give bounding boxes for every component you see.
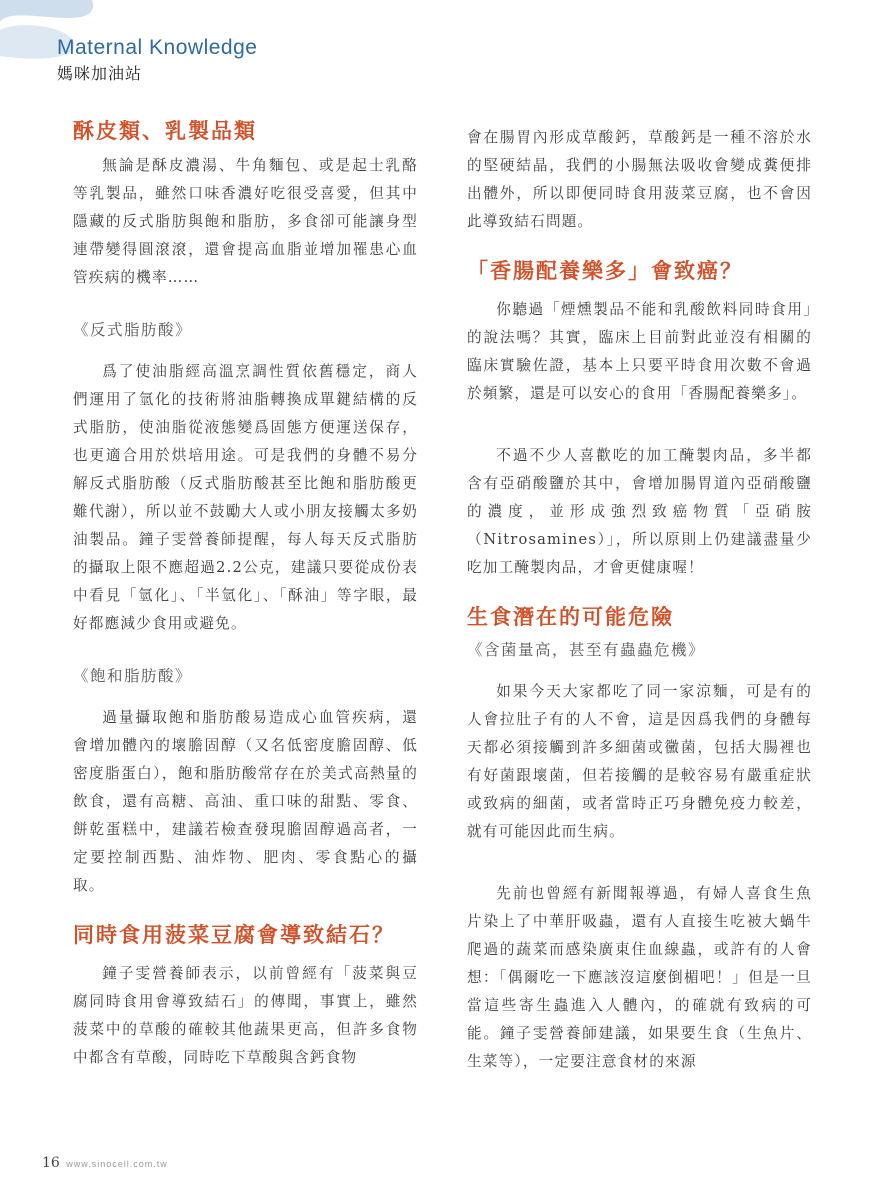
paragraph: 鐘子雯營養師表示，以前曾經有「菠菜與豆腐同時食用會導致結石」的傳聞，事實上，雖然菠菜中的草酸的確較其他蔬果更高，但許多食物中都含有草酸，同時吃下草酸與含鈣食物 — [73, 965, 418, 1066]
section-heading-pastry-dairy: 酥皮類、乳製品類 — [73, 119, 257, 143]
paragraph: 會在腸胃內形成草酸鈣，草酸鈣是一種不溶於水的堅硬結晶，我們的小腸無法吸收會變成糞便排出體外，所以即便同時食用菠菜豆腐，也不會因此導致結石問題。 — [467, 129, 812, 230]
left-column — [73, 114, 418, 1072]
section-heading-spinach-tofu: 同時食用菠菜豆腐會導致結石？ — [73, 923, 395, 947]
page-number: 16 — [42, 1155, 60, 1171]
header-title-en: Maternal Knowledge — [57, 36, 258, 59]
section-heading-raw-food: 生食潛在的可能危險 — [467, 605, 674, 629]
paragraph: 如果今天大家都吃了同一家涼麵，可是有的人會拉肚子有的人不會，這是因爲我們的身體每天都必須接觸到許多細菌或黴菌，包括大腸裡也有好菌跟壞菌，但若接觸的是較容易有嚴重症狀或致病的細菌，或者當時正巧身體免疫力較差，就有可能因此而生病。 — [467, 683, 812, 840]
paragraph: 爲了使油脂經高溫烹調性質依舊穩定，商人們運用了氫化的技術將油脂轉換成單鍵結構的反式脂肪，使油脂從液態變爲固態方便運送保存，也更適合用於烘培用途。可是我們的身體不易分解反式脂肪酸（反式脂肪酸甚至比飽和脂肪酸更難代謝），所以並不鼓勵大人或小朋友接觸太多奶油製品。鐘子雯營養師提醒，每人每天反式脂肪的攝取上限不應超過2.2公克，建議只要從成份表中看見「氫化」、「半氫化」、「酥油」等字眼，最好都應減少食用或避免。 — [73, 363, 418, 632]
right-column — [467, 124, 812, 1076]
footer-url: www.sinocell.com.tw — [66, 1159, 168, 1169]
header-title-zh: 媽咪加油站 — [57, 64, 143, 83]
paragraph: 先前也曾經有新聞報導過，有婦人喜食生魚片染上了中華肝吸蟲，還有人直接生吃被大蝸牛爬過的蔬菜而感染廣東住血線蟲，或許有的人會想：「偶爾吃一下應該沒這麼倒楣吧！」但是一旦當這些寄生蟲進入人體內，的確就有致病的可能。鐘子雯營養師建議，如果要生食（生魚片、生菜等），一定要注意食材的來源 — [467, 885, 812, 1070]
paragraph: 無論是酥皮濃湯、牛角麵包、或是起士乳酪等乳製品，雖然口味香濃好吃很受喜愛，但其中隱藏的反式脂肪與飽和脂肪，多食卻可能讓身型連帶變得圓滾滾，還會提高血脂並增加罹患心血管疾病的機率…… — [73, 157, 418, 286]
subheading-bacteria-parasites: 《含菌量高，甚至有蟲蟲危機》 — [467, 641, 706, 659]
paragraph: 不過不少人喜歡吃的加工醃製肉品，多半都含有亞硝酸鹽於其中，會增加腸胃道內亞硝酸鹽的濃度，並形成強烈致癌物質「亞硝胺（Nitrosamines）」，所以原則上仍建議盡量少吃加工醃製肉品，才會更健康喔！ — [467, 447, 812, 576]
paragraph: 過量攝取飽和脂肪酸易造成心血管疾病，還會增加體內的壞膽固醇（又名低密度膽固醇、低密度脂蛋白），飽和脂肪酸常存在於美式高熱量的飲食，還有高糖、高油、重口味的甜點、零食、餅乾蛋糕中，建議若檢查發現膽固醇過高者，一定要控制西點、油炸物、肥肉、零食點心的攝取。 — [73, 709, 418, 894]
subheading-saturated-fat: 《飽和脂肪酸》 — [73, 667, 193, 685]
paragraph: 你聽過「煙燻製品不能和乳酸飲料同時食用」的說法嗎？其實，臨床上目前對此並沒有相關的臨床實驗佐證，基本上只要平時食用次數不會過於頻繁，還是可以安心的食用「香腸配養樂多」。 — [467, 301, 812, 402]
page-footer — [42, 1155, 168, 1171]
section-heading-sausage-yakult: 「香腸配養樂多」會致癌？ — [467, 259, 743, 283]
subheading-trans-fat: 《反式脂肪酸》 — [73, 321, 193, 339]
